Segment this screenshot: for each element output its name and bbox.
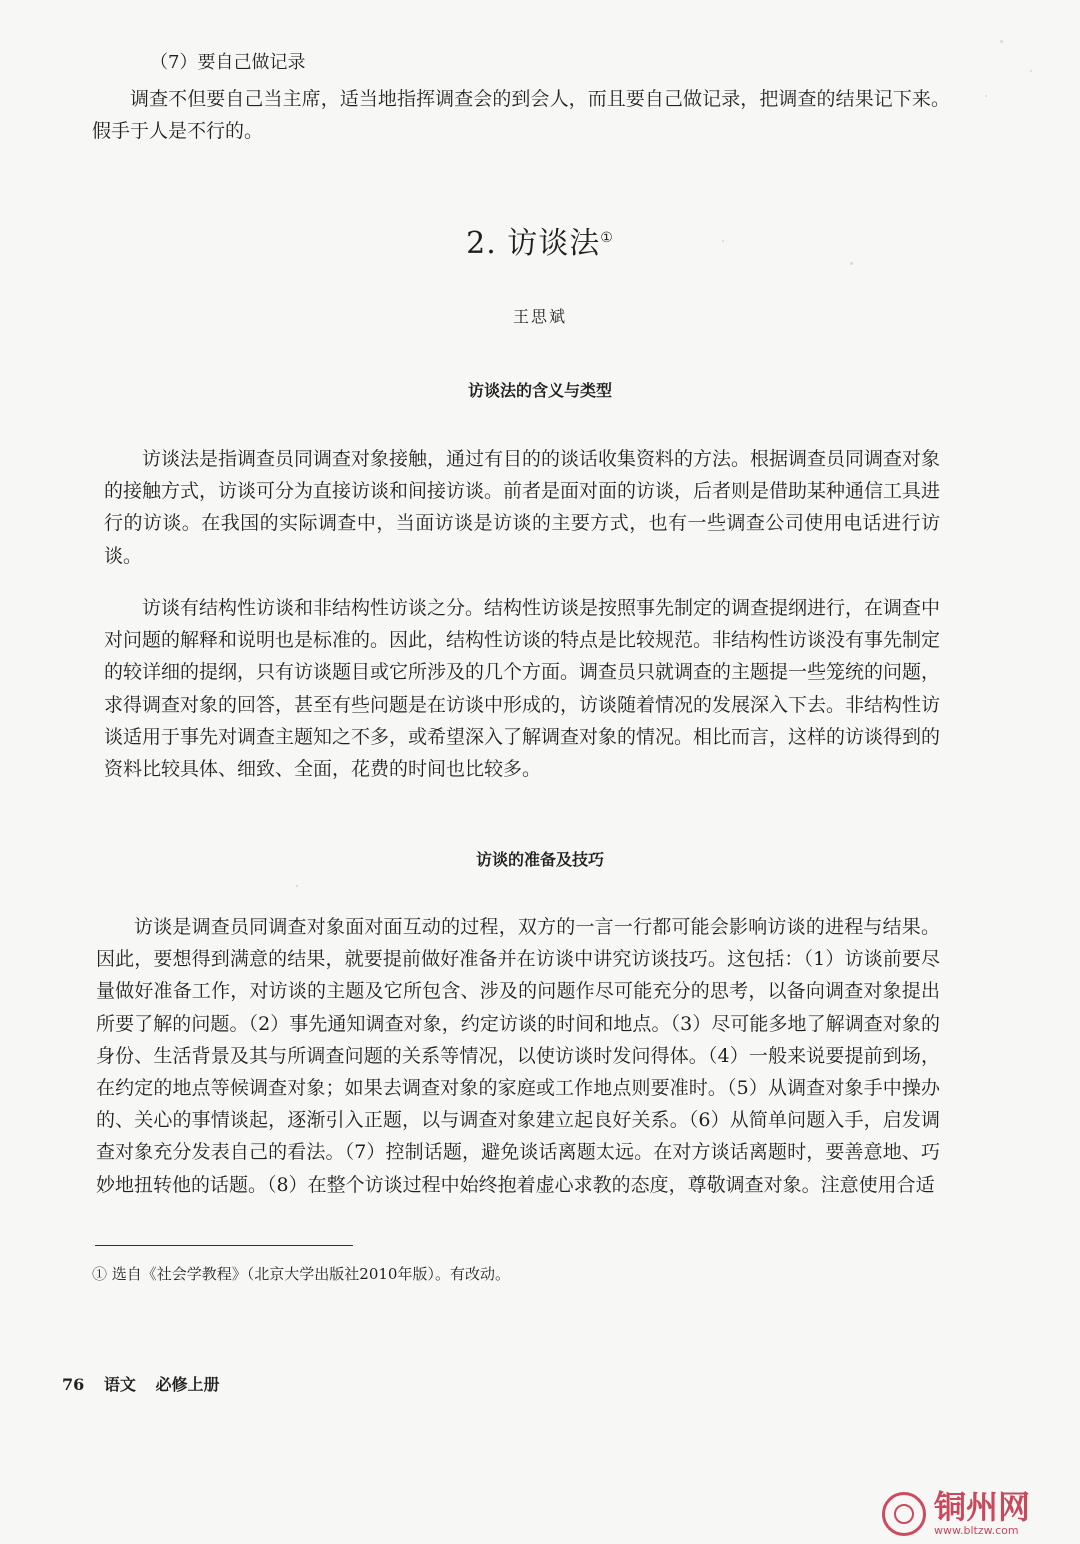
scan-speck bbox=[1030, 70, 1032, 72]
paragraph-definition: 访谈法是指调查员同调查对象接触，通过有目的的谈话收集资料的方法。根据调查员同调查对象的接触方式，访谈可分为直接访谈和间接访谈。前者是面对面的访谈，后者则是借助某种通信工具进行的访谈。在我国的实际调查中，当面访谈是访谈的主要方式，也有一些调查公司使用电话进行访谈。 bbox=[104, 448, 941, 567]
seal-icon bbox=[882, 1492, 926, 1536]
paragraph-structure: 访谈有结构性访谈和非结构性访谈之分。结构性访谈是按照事先制定的调查提纲进行，在调查中对问题的解释和说明也是标准的。因此，结构性访谈的特点是比较规范。非结构性访谈没有事先制定的较详细的提纲，只有访谈题目或它所涉及的几个方面。调查员只就调查的主题提一些笼统的问题，求得调查对象的回答，甚至有些问题是在访谈中形成的，访谈随着情况的发展深入下去。非结构性访谈适用于事先对调查主题知之不多，或希望深入了解调查对象的情况。相比而言，这样的访谈得到的资料比较具体、细致、全面，花费的时间也比较多。 bbox=[104, 597, 941, 781]
book-subject: 语文 bbox=[103, 1375, 136, 1394]
page-footer bbox=[62, 1372, 233, 1395]
watermark-url: www.bltzw.com bbox=[934, 1524, 1019, 1537]
book-volume: 必修上册 bbox=[155, 1375, 220, 1394]
footnote-divider bbox=[95, 1245, 353, 1246]
scan-speck bbox=[296, 885, 298, 887]
paragraph-top: 调查不但要自己当主席，适当地指挥调查会的到会人，而且要自己做记录，把调查的结果记下来。假手于人是不行的。 bbox=[92, 88, 950, 143]
site-watermark bbox=[882, 1490, 1072, 1540]
author-name: 王思斌 bbox=[512, 307, 567, 326]
subsection-heading: （7）要自己做记录 bbox=[150, 52, 306, 73]
article-title bbox=[0, 218, 1080, 262]
footnote: ① 选自《社会学教程》（北京大学出版社2010年版）。有改动。 bbox=[92, 1265, 510, 1283]
scan-speck bbox=[722, 240, 724, 242]
section-heading-preparation: 访谈的准备及技巧 bbox=[475, 850, 604, 869]
scan-speck bbox=[985, 95, 987, 97]
scan-speck bbox=[850, 262, 853, 265]
paragraph-preparation: 访谈是调查员同调查对象面对面互动的过程，双方的一言一行都可能会影响访谈的进程与结果。因此，要想得到满意的结果，就要提前做好准备并在访谈中讲究访谈技巧。这包括：（1）访谈前要尽量做好准备工作，对访谈的主题及它所包含、涉及的问题作尽可能充分的思考，以备向调查对象提出所要了解的问题。（2）事先通知调查对象，约定访谈的时间和地点。（3）尽可能多地了解调查对象的身份、生活背景及其与所调查问题的关系等情况，以使访谈时发问得体。（4）一般来说要提前到场，在约定的地点等候调查对象；如果去调查对象的家庭或工作地点则要准时。（5）从调查对象手中操办的、关心的事情谈起，逐渐引入正题，以与调查对象建立起良好关系。（6）从简单问题入手，启发调查对象充分发表自己的看法。（7）控制话题，避免谈话离题太远。在对方谈话离题时，要善意地、巧妙地扭转他的话题。（8）在整个访谈过程中始终抱着虚心求教的态度，尊敬调查对象。注意使用合适 bbox=[96, 916, 940, 1196]
scan-speck bbox=[1000, 40, 1003, 43]
footnote-marker: ① bbox=[600, 230, 614, 246]
section-heading-definition: 访谈法的含义与类型 bbox=[467, 381, 612, 400]
watermark-site-name: 铜州网 bbox=[934, 1488, 1031, 1526]
article-title-text: 2. 访谈法 bbox=[466, 226, 601, 261]
page-number: 76 bbox=[62, 1375, 85, 1394]
